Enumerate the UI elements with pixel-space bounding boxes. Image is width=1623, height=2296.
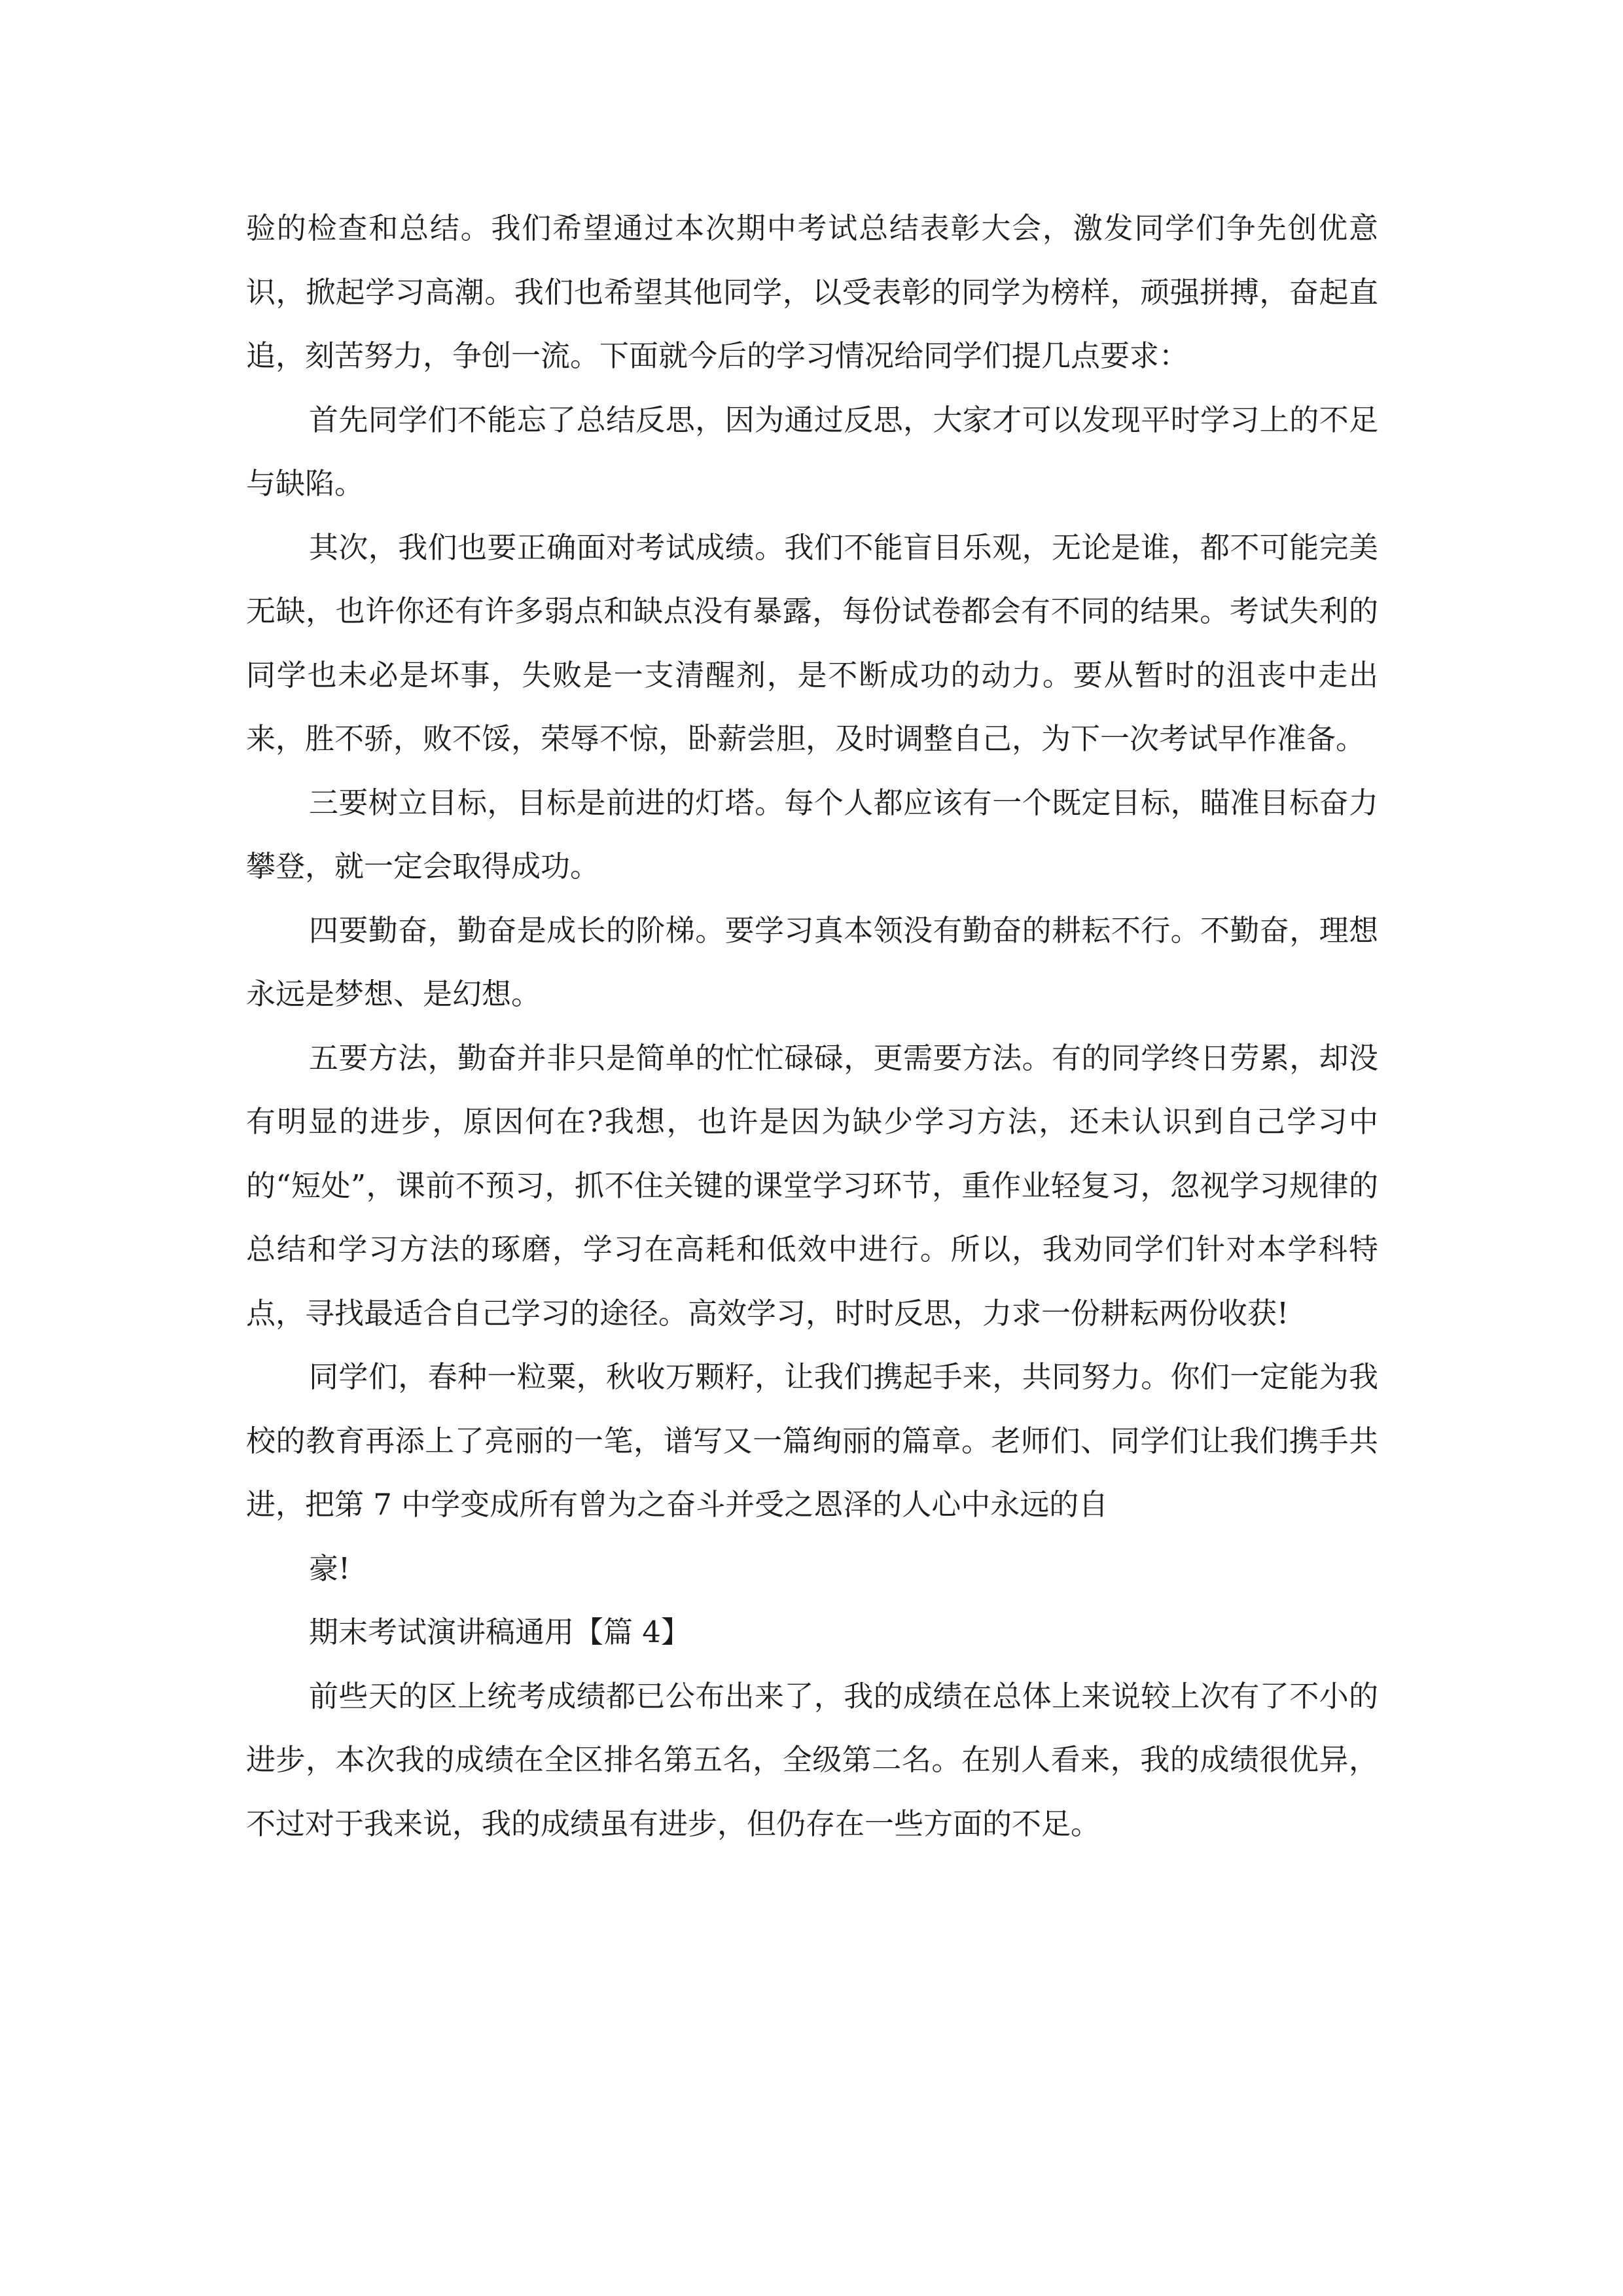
- paragraph-exam-results: 其次，我们也要正确面对考试成绩。我们不能盲目乐观，无论是谁，都不可能完美无缺，也许你还有许多弱点和缺点没有暴露，每份试卷都会有不同的结果。考试失利的同学也未必是坏事，失败是一支清醒剂，是不断成功的动力。要从暂时的沮丧中走出来，胜不骄，败不馁，荣辱不惊，卧薪尝胆，及时调整自己，为下一次考试早作准备。: [246, 529, 1378, 756]
- document-body: [246, 196, 1378, 1856]
- paragraph-continuation: 验的检查和总结。我们希望通过本次期中考试总结表彰大会，激发同学们争先创优意识，掀起学习高潮。我们也希望其他同学，以受表彰的同学为榜样，顽强拼搏，奋起直追，刻苦努力，争创一流。下面就今后的学习情况给同学们提几点要求：: [246, 211, 1378, 373]
- paragraph-goals: 三要树立目标，目标是前进的灯塔。每个人都应该有一个既定目标，瞄准目标奋力攀登，就一定会取得成功。: [246, 785, 1378, 884]
- paragraph-closing-end: 豪!: [309, 1551, 351, 1586]
- section-heading: 期末考试演讲稿通用【篇 4】: [309, 1615, 690, 1649]
- paragraph-new-section: 前些天的区上统考成绩都已公布出来了，我的成绩在总体上来说较上次有了不小的进步，本次我的成绩在全区排名第五名，全级第二名。在别人看来，我的成绩很优异，不过对于我来说，我的成绩虽有进步，但仍存在一些方面的不足。: [246, 1678, 1378, 1841]
- paragraph-diligence: 四要勤奋，勤奋是成长的阶梯。要学习真本领没有勤奋的耕耘不行。不勤奋，理想永远是梦想、是幻想。: [246, 912, 1378, 1011]
- paragraph-reflection: 首先同学们不能忘了总结反思，因为通过反思，大家才可以发现平时学习上的不足与缺陷。: [246, 402, 1378, 501]
- paragraph-method: 五要方法，勤奋并非只是简单的忙忙碌碌，更需要方法。有的同学终日劳累，却没有明显的进步，原因何在?我想，也许是因为缺少学习方法，还未认识到自己学习中的“短处”，课前不预习，抓不住关键的课堂学习环节，重作业轻复习，忽视学习规律的总结和学习方法的琢磨，学习在高耗和低效中进行。所以，我劝同学们针对本学科特点，寻找最适合自己学习的途径。高效学习，时时反思，力求一份耕耘两份收获!: [246, 1040, 1378, 1331]
- paragraph-closing: 同学们，春种一粒粟，秋收万颗籽，让我们携起手来，共同努力。你们一定能为我校的教育再添上了亮丽的一笔，谱写又一篇绚丽的篇章。老师们、同学们让我们携手共进，把第 7 中学变成所有曾为之奋斗并受之恩泽的人心中永远的自: [246, 1359, 1378, 1522]
